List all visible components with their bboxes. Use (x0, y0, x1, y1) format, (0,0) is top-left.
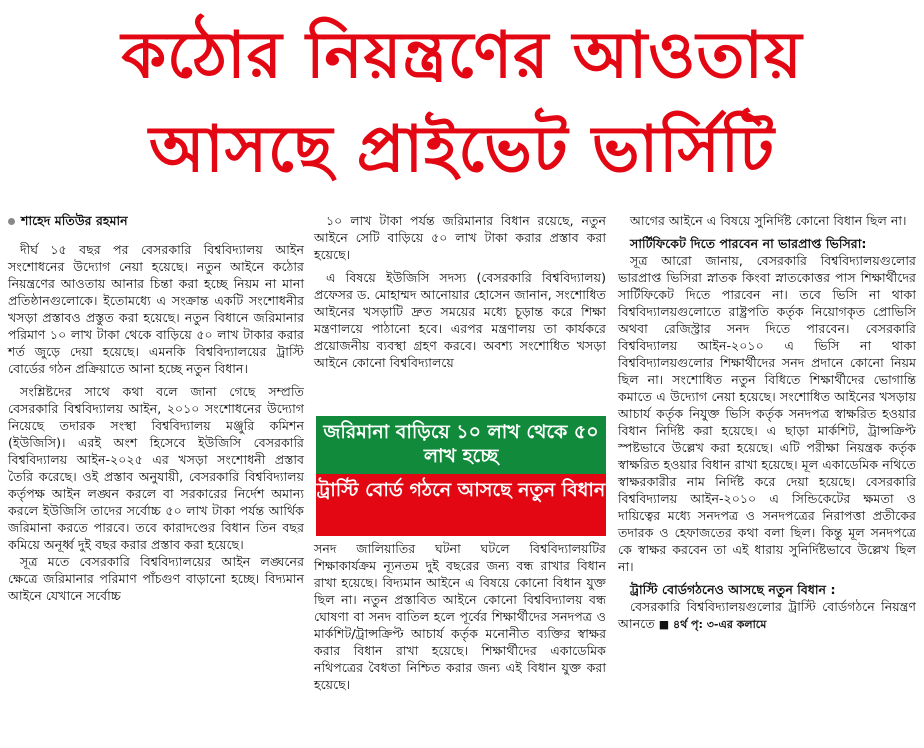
highlight-box-green: জরিমানা বাড়িয়ে ১০ লাখ থেকে ৫০ লাখ হচ্ছে (316, 416, 606, 476)
headline-line-2: আসছে প্রাইভেট ভার্সিটি (149, 113, 775, 187)
paragraph (618, 598, 916, 633)
article-column-2 (314, 212, 606, 371)
paragraph: আগের আইনে এ বিষয়ে সুনির্দিষ্ট কোনো বিধান ছিল না। (630, 213, 907, 228)
paragraph: সনদ জালিয়াতির ঘটনা ঘটলে বিশ্ববিদ্যালয়টির শিক্ষাকার্যক্রম ন্যূনতম দুই বছরের জন্য বন্ধ রাখার বিধান রাখা হয়েছে। বিদ্যমান আইনে এ বিষয়ে কোনো বিধান যুক্ত ছিল না। নতুন প্রস্তাবিত আইনে কোনো বিশ্ববিদ্যালয় বন্ধ ঘোষণা বা সনদ বাতিল হলে পূর্বের শিক্ষার্থীদের সনদপত্র ও মার্কশিট/ট্রান্সক্রিপ্ট আচার্য কর্তৃক মনোনীত ব্যক্তির স্বাক্ষর করার বিধান রাখা হয়েছে। শিক্ষার্থীদের একাডেমিক নথিপত্রের বৈধতা নিশ্চিত করার জন্য এই বিধান যুক্ত করা হয়েছে। (314, 541, 606, 692)
paragraph: সূত্র মতে বেসরকারি বিশ্ববিদ্যালয়ের আইন লঙ্ঘনের ক্ষেত্রে জরিমানার পরিমাণ পাঁচগুণ বাড়ানো হচ্ছে। বিদ্যমান আইনে যেখানে সর্বোচ্চ (8, 554, 304, 603)
continued-reference: ■ ৪র্থ পৃ: ৩-এর কলামে (658, 618, 767, 631)
paragraph: এ বিষয়ে ইউজিসি সদস্য (বেসরকারি বিশ্ববিদ্যালয়) প্রফেসর ড. মোহাম্মদ আনোয়ার হোসেন জানান, সংশোধিত আইনের খসড়াটি দ্রুত সময়ের মধ্যে চূড়ান্ত করে শিক্ষা মন্ত্রণালয়ে পাঠানো হবে। এরপর মন্ত্রণালয় তা কার্যকরে প্রয়োজনীয় ব্যবস্থা গ্রহণ করবে। অবশ্য সংশোধিত খসড়া আইনে কোনো বিশ্ববিদ্যালয়ে (314, 270, 606, 370)
author-name: শাহেদ মতিউর রহমান (21, 213, 128, 228)
highlight-box-red: ট্রাস্টি বোর্ড গঠনে আসছে নতুন বিধান (316, 474, 606, 536)
byline (8, 212, 304, 229)
continued-text: ৪র্থ পৃ: ৩-এর কলামে (672, 618, 767, 631)
paragraph: ১০ লাখ টাকা পর্যন্ত জরিমানার বিধান রয়েছে, নতুন আইনে সেটি বাড়িয়ে ৫০ লাখ টাকা করার প্রস্তাব করা হয়েছে। (314, 213, 606, 262)
article-column-3 (618, 212, 916, 633)
headline-line-1: কঠোর নিয়ন্ত্রণের আওতায় (121, 19, 803, 93)
paragraph: দীর্ঘ ১৫ বছর পর বেসরকারি বিশ্ববিদ্যালয় আইন সংশোধনের উদ্যোগ নেয়া হয়েছে। নতুন আইনে কঠোর নিয়ন্ত্রণের আওতায় আনার চিন্তা করা হচ্ছে নিয়ম না মানা প্রতিষ্ঠানগুলোকে। ইতোমধ্যে এ সংক্রান্ত একটি সংশোধনীর খসড়া প্রস্তাবও প্রস্তুত করা হয়েছে। নতুন বিধানে জরিমানার পরিমাণ ১০ লাখ টাকা থেকে বাড়িয়ে ৫০ লাখ টাকার করার শর্ত জুড়ে দেয়া হয়েছে। এমনকি বিশ্ববিদ্যালয়ের ট্রাস্টি বোর্ডের গঠন প্রক্রিয়াতে আনা হচ্ছে নতুন বিধান। (8, 242, 304, 376)
paragraph: সংশ্লিষ্টদের সাথে কথা বলে জানা গেছে সম্প্রতি বেসরকারি বিশ্ববিদ্যালয় আইন, ২০১০ সংশোধনের উদ্যোগ নিয়েছে তদারক সংস্থা বিশ্ববিদ্যালয় মঞ্জুরি কমিশন (ইউজিসি)। এরই অংশ হিসেবে ইউজিসি বেসরকারি বিশ্ববিদ্যালয় আইন-২০২৫ এর খসড়া সংশোধনী প্রস্তাব তৈরি করেছে। ওই প্রস্তাব অনুযায়ী, বেসরকারি বিশ্ববিদ্যালয় কর্তৃপক্ষ আইন লঙ্ঘন করলে বা সরকারের নির্দেশ অমান্য করলে ইউজিসি তাদের সর্বোচ্চ ৫০ লাখ টাকা পর্যন্ত আর্থিক জরিমানা করতে পারবে। তবে কারাদণ্ডের বিধান তিন বছর কমিয়ে অনূর্ধ্ব দুই বছর করার প্রস্তাব করা হয়েছে। (8, 384, 304, 552)
paragraph-text: বেসরকারি বিশ্ববিদ্যালয়গুলোর ট্রাস্টি বোর্ডগঠনে নিয়ন্ত্রণ আনতে (618, 599, 916, 631)
article-column-2-continued (314, 540, 606, 693)
paragraph: সূত্র আরো জানায়, বেসরকারি বিশ্ববিদ্যালয়গুলোর ভারপ্রাপ্ত ভিসিরা স্নাতক কিংবা স্নাতকোত্তর পাস শিক্ষার্থীদের সার্টিফিকেট দিতে পারবেন না। তবে ভিসি না থাকা বিশ্ববিদ্যালয়গুলোতে রাষ্ট্রপতি কর্তৃক নিয়োগকৃত প্রোভিসি অথবা রেজিস্ট্রার সনদ দিতে পারবেন। বেসরকারি বিশ্ববিদ্যালয় আইন-২০১০ এ ভিসি না থাকা বিশ্ববিদ্যালয়গুলোর শিক্ষার্থীদের সনদ প্রদানে কোনো নিয়ম ছিল না। সংশোধিত নতুন বিধিতে শিক্ষার্থীদের ভোগান্তি কমাতে এ উদ্যোগ নেয়া হয়েছে। সংশোধিত আইনের খসড়ায় আচার্য কর্তৃক নিযুক্ত ভিসি কর্তৃক সনদপত্র স্বাক্ষরিত হওয়ার বিধান নির্দিষ্ট করা হয়েছে। এ ছাড়া মার্কশিট, ট্রান্সক্রিপ্ট স্পষ্টভাবে উল্লেখ করা হয়েছে। এটি পরীক্ষা নিয়ন্ত্রক কর্তৃক স্বাক্ষরিত হওয়ার বিধান রাখা হয়েছে। মূল একাডেমিক নথিতে স্বাক্ষরকারীর নাম নির্দিষ্ট করে দেয়া হয়েছে। বেসরকারি বিশ্ববিদ্যালয় আইন-২০১০ এ সিন্ডিকেটের ক্ষমতা ও দায়িত্বের মধ্যে সনদপত্র ও সনদপত্রের নিরাপত্তা প্রতীকের তদারক ও হেফাজতের কথা বলা ছিল। কিন্তু মূল সনদপত্রে কে স্বাক্ষর করবেন তা এই ধারায় সুনির্দিষ্টভাবে উল্লেখ ছিল না। (618, 253, 916, 574)
subheading: সার্টিফিকেট দিতে পারবেন না ভারপ্রাপ্ত ভিসিরা: (630, 236, 867, 251)
article-column-1 (8, 212, 304, 604)
subheading: ট্রাস্টি বোর্ডগঠনেও আসছে নতুন বিধান : (630, 582, 836, 597)
bullet-icon (8, 218, 15, 225)
